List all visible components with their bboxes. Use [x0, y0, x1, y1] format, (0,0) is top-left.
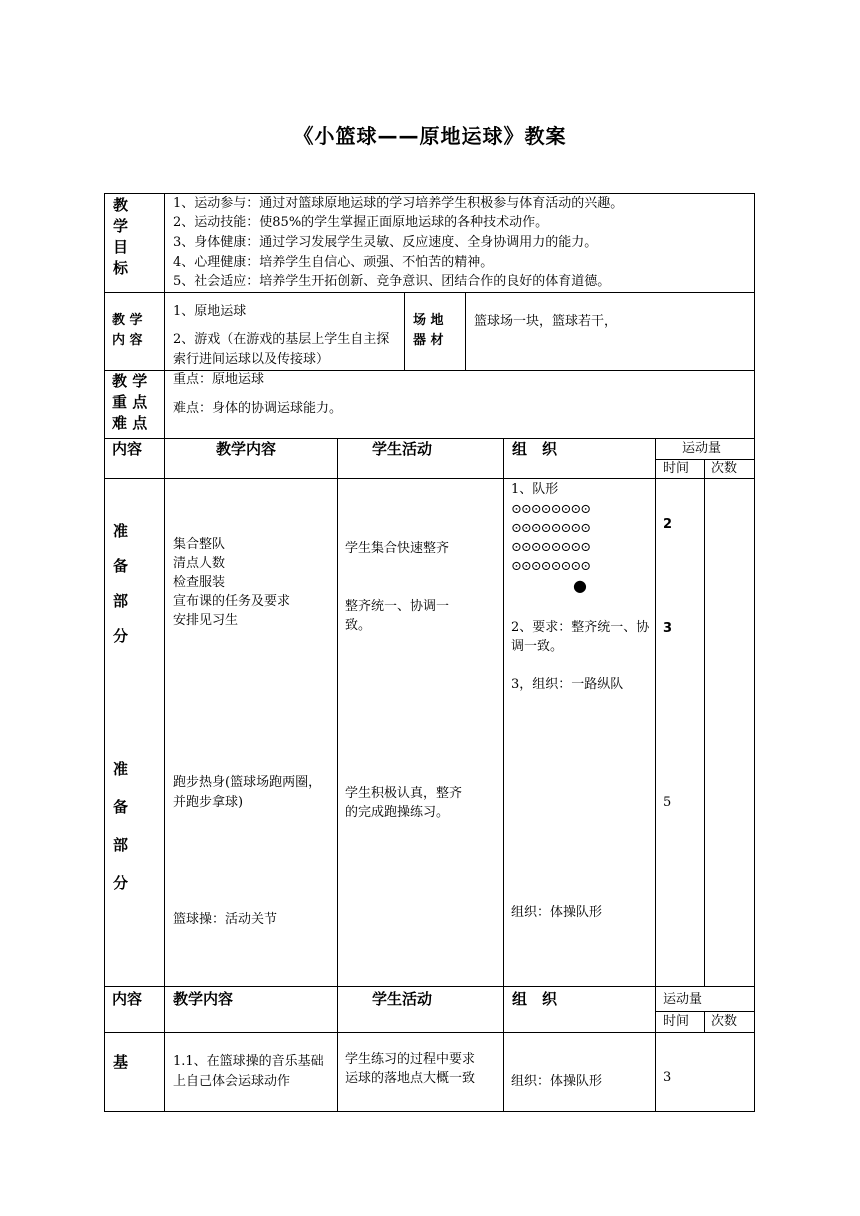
- venue-text: 篮球场一块，篮球若干，: [474, 314, 618, 329]
- prep-time-2: 3: [663, 621, 673, 636]
- formation-row: ⊙⊙⊙⊙⊙⊙⊙⊙: [511, 521, 591, 536]
- header2-count: 次数: [711, 1014, 738, 1029]
- prep-label-1: 准 备 部 分: [113, 522, 129, 645]
- prep-time-1: 2: [663, 517, 673, 532]
- header2-col-organization: 组 织: [512, 990, 558, 1008]
- header-time: 时间: [663, 461, 690, 476]
- header-count: 次数: [711, 461, 738, 476]
- prep-teaching-list: 集合整队 清点人数 检查服装 宣布课的任务及要求 安排见习生: [173, 537, 291, 628]
- basic-teaching: 1.1、在篮球操的音乐基础上自己体会运球动作: [173, 1054, 324, 1089]
- warmup-time: 5: [663, 795, 672, 810]
- header-col-organization: 组 织: [512, 440, 558, 458]
- warmup-activity: 学生积极认真，整齐的完成跑操练习。: [345, 786, 463, 820]
- formation-row: ⊙⊙⊙⊙⊙⊙⊙⊙: [511, 540, 591, 555]
- header-col-content: 内容: [112, 440, 143, 458]
- difficulty-point: 难点：身体的协调运球能力。: [173, 401, 343, 416]
- objectives-label: 教 学 目 标: [113, 196, 129, 277]
- prep-label-2: 准 备 部 分: [113, 760, 129, 892]
- objective-item: 5、社会适应：培养学生开拓创新、竞争意识、团结合作的良好的体育道德。: [173, 274, 611, 289]
- header-col-activity: 学生活动: [372, 440, 433, 458]
- key-points-label: 教 学 重 点 难 点: [112, 372, 148, 432]
- objective-item: 3、身体健康：通过学习发展学生灵敏、反应速度、全身协调用力的能力。: [173, 235, 598, 250]
- formation-row: ⊙⊙⊙⊙⊙⊙⊙⊙: [511, 559, 591, 574]
- basic-activity: 学生练习的过程中要求运球的落地点大概一致: [345, 1052, 476, 1086]
- prep-activity-2: 整齐统一、协调一致。: [345, 599, 450, 633]
- content-item-2: 2、游戏（在游戏的基层上学生自主探索行进间运球以及传接球）: [173, 332, 390, 367]
- org-formation-title: 1、队形: [511, 482, 559, 497]
- header-exercise-load: 运动量: [682, 441, 722, 456]
- header2-time: 时间: [663, 1014, 690, 1029]
- header2-col-teaching: 教学内容: [173, 990, 234, 1008]
- basketball-exercise: 篮球操：活动关节: [173, 912, 278, 927]
- basic-time: 3: [663, 1070, 672, 1085]
- page-title: 《小篮球——原地运球》教案: [293, 124, 567, 148]
- key-point: 重点：原地运球: [173, 372, 265, 387]
- org-arrangement: 3，组织：一路纵队: [511, 677, 624, 692]
- objective-item: 4、心理健康：培养学生自信心、顽强、不怕苦的精神。: [173, 255, 494, 270]
- teacher-position-icon: ●: [573, 576, 587, 595]
- content-item-1: 1、原地运球: [173, 304, 247, 319]
- header-col-teaching: 教学内容: [216, 440, 277, 458]
- objective-item: 1、运动参与：通过对篮球原地运球的学习培养学生积极参与体育活动的兴趣。: [173, 196, 624, 211]
- formation-row: ⊙⊙⊙⊙⊙⊙⊙⊙: [511, 502, 591, 517]
- basic-label: 基: [113, 1053, 129, 1071]
- basic-organization: 组织：体操队形: [511, 1074, 603, 1089]
- objective-item: 2、运动技能：使85%的学生掌握正面原地运球的各种技术动作。: [173, 215, 549, 230]
- formation-grid: [511, 500, 590, 576]
- org-requirement: 2、要求：整齐统一、协调一致。: [511, 620, 650, 654]
- header2-col-activity: 学生活动: [372, 990, 433, 1008]
- content-label: 教 学 内 容: [112, 313, 143, 348]
- venue-label: 场 地 器 材: [413, 313, 444, 348]
- prep-activity-1: 学生集合快速整齐: [345, 541, 450, 556]
- warmup-run: 跑步热身(篮球场跑两圈，并跑步拿球): [173, 775, 322, 810]
- header2-col-content: 内容: [112, 990, 143, 1008]
- header2-exercise-load: 运动量: [663, 992, 703, 1007]
- warmup-organization: 组织：体操队形: [511, 905, 603, 920]
